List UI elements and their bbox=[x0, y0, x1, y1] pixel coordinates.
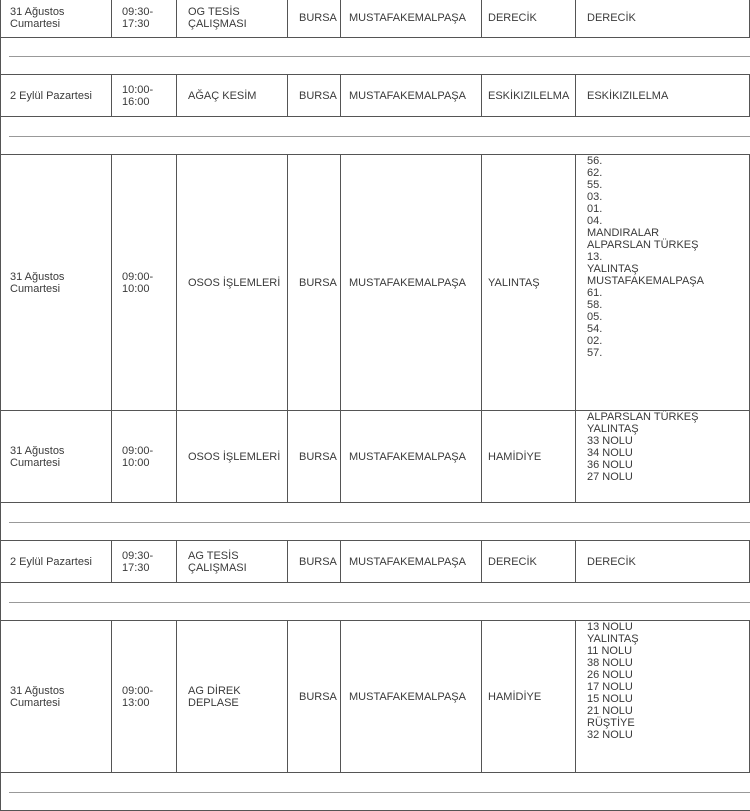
street-item: MANDIRALAR bbox=[587, 227, 660, 239]
streets-cell bbox=[576, 155, 750, 410]
work-type-cell: OSOS İŞLEMLERİ bbox=[177, 155, 288, 410]
table-row bbox=[0, 0, 750, 38]
divider-line bbox=[9, 136, 750, 137]
work-type-cell: OG TESİS ÇALIŞMASI bbox=[177, 0, 288, 37]
street-item: 17 NOLU bbox=[587, 681, 633, 693]
neighborhood-cell: DERECİK bbox=[482, 541, 576, 582]
street-item: 13. bbox=[587, 251, 603, 263]
street-item: 34 NOLU bbox=[587, 447, 633, 459]
district-cell: MUSTAFAKEMALPAŞA bbox=[341, 411, 482, 502]
work-type-cell: OSOS İŞLEMLERİ bbox=[177, 411, 288, 502]
table-row bbox=[0, 75, 750, 117]
street-item: DERECİK bbox=[587, 555, 636, 568]
streets-cell bbox=[576, 75, 750, 116]
street-item: 33 NOLU bbox=[587, 435, 633, 447]
street-list bbox=[587, 90, 668, 102]
street-item: 55. bbox=[587, 179, 603, 191]
streets-cell bbox=[576, 411, 750, 502]
date-cell: 2 Eylül Pazartesi bbox=[0, 541, 112, 582]
table-row bbox=[0, 621, 750, 773]
work-type-cell: AĞAÇ KESİM bbox=[177, 75, 288, 116]
street-item: 62. bbox=[587, 167, 603, 179]
street-item: 03. bbox=[587, 191, 603, 203]
street-item: 57. bbox=[587, 347, 603, 359]
date-cell: 31 Ağustos Cumartesi bbox=[0, 155, 112, 410]
divider-line bbox=[9, 56, 750, 57]
street-item: 02. bbox=[587, 335, 603, 347]
street-item: ALPARSLAN TÜRKEŞ bbox=[587, 411, 699, 423]
street-list bbox=[587, 12, 636, 24]
district-cell: MUSTAFAKEMALPAŞA bbox=[341, 75, 482, 116]
time-cell: 09:30-17:30 bbox=[112, 541, 177, 582]
city-cell: BURSA bbox=[288, 155, 341, 410]
divider-line bbox=[9, 522, 750, 523]
neighborhood-cell: DERECİK bbox=[482, 0, 576, 37]
street-item: 13 NOLU bbox=[587, 621, 633, 633]
date-cell: 2 Eylül Pazartesi bbox=[0, 75, 112, 116]
street-list bbox=[587, 411, 698, 483]
row-separator bbox=[0, 583, 750, 621]
street-item: RÜŞTİYE bbox=[587, 717, 635, 729]
row-separator bbox=[0, 773, 750, 811]
divider-line bbox=[9, 792, 750, 793]
street-item: YALINTAŞ bbox=[587, 423, 639, 435]
work-type-cell: AG DİREK DEPLASE bbox=[177, 621, 288, 772]
table-row bbox=[0, 411, 750, 503]
street-item: 15 NOLU bbox=[587, 693, 633, 705]
date-cell: 31 Ağustos Cumartesi bbox=[0, 0, 112, 37]
date-cell: 31 Ağustos Cumartesi bbox=[0, 411, 112, 502]
street-item: 58. bbox=[587, 299, 603, 311]
time-cell: 09:00-10:00 bbox=[112, 411, 177, 502]
street-list bbox=[587, 621, 639, 741]
city-cell: BURSA bbox=[288, 541, 341, 582]
street-item: YALINTAŞ bbox=[587, 633, 639, 645]
street-item: 36 NOLU bbox=[587, 459, 633, 471]
street-item: 04. bbox=[587, 215, 603, 227]
district-cell: MUSTAFAKEMALPAŞA bbox=[341, 155, 482, 410]
street-item: ESKİKIZILELMA bbox=[587, 89, 669, 102]
street-item: 21 NOLU bbox=[587, 705, 633, 717]
streets-cell bbox=[576, 621, 750, 772]
street-item: 61. bbox=[587, 287, 603, 299]
work-type-cell: AG TESİS ÇALIŞMASI bbox=[177, 541, 288, 582]
neighborhood-cell: HAMİDİYE bbox=[482, 411, 576, 502]
street-item: YALINTAŞ bbox=[587, 263, 639, 275]
district-cell: MUSTAFAKEMALPAŞA bbox=[341, 541, 482, 582]
neighborhood-cell: HAMİDİYE bbox=[482, 621, 576, 772]
streets-cell bbox=[576, 541, 750, 582]
street-item: 54. bbox=[587, 323, 603, 335]
street-item: DERECİK bbox=[587, 11, 636, 24]
street-item: 01. bbox=[587, 203, 603, 215]
city-cell: BURSA bbox=[288, 0, 341, 37]
neighborhood-cell: ESKİKIZILELMA bbox=[482, 75, 576, 116]
row-separator bbox=[0, 503, 750, 541]
street-item: 27 NOLU bbox=[587, 471, 633, 483]
time-cell: 10:00-16:00 bbox=[112, 75, 177, 116]
street-list bbox=[587, 155, 704, 359]
city-cell: BURSA bbox=[288, 411, 341, 502]
time-cell: 09:00-10:00 bbox=[112, 155, 177, 410]
district-cell: MUSTAFAKEMALPAŞA bbox=[341, 621, 482, 772]
city-cell: BURSA bbox=[288, 75, 341, 116]
street-item: 11 NOLU bbox=[587, 645, 633, 657]
street-item: ALPARSLAN TÜRKEŞ bbox=[587, 239, 699, 251]
street-list bbox=[587, 556, 636, 568]
divider-line bbox=[9, 602, 750, 603]
time-cell: 09:30-17:30 bbox=[112, 0, 177, 37]
street-item: 26 NOLU bbox=[587, 669, 633, 681]
table-row bbox=[0, 541, 750, 583]
date-cell: 31 Ağustos Cumartesi bbox=[0, 621, 112, 772]
table-row bbox=[0, 155, 750, 411]
time-cell: 09:00-13:00 bbox=[112, 621, 177, 772]
row-separator bbox=[0, 117, 750, 155]
street-item: 56. bbox=[587, 155, 603, 167]
district-cell: MUSTAFAKEMALPAŞA bbox=[341, 0, 482, 37]
row-separator bbox=[0, 38, 750, 75]
street-item: 32 NOLU bbox=[587, 729, 633, 741]
street-item: MUSTAFAKEMALPAŞA bbox=[587, 275, 704, 287]
city-cell: BURSA bbox=[288, 621, 341, 772]
street-item: 38 NOLU bbox=[587, 657, 633, 669]
streets-cell bbox=[576, 0, 750, 37]
street-item: 05. bbox=[587, 311, 603, 323]
neighborhood-cell: YALINTAŞ bbox=[482, 155, 576, 410]
